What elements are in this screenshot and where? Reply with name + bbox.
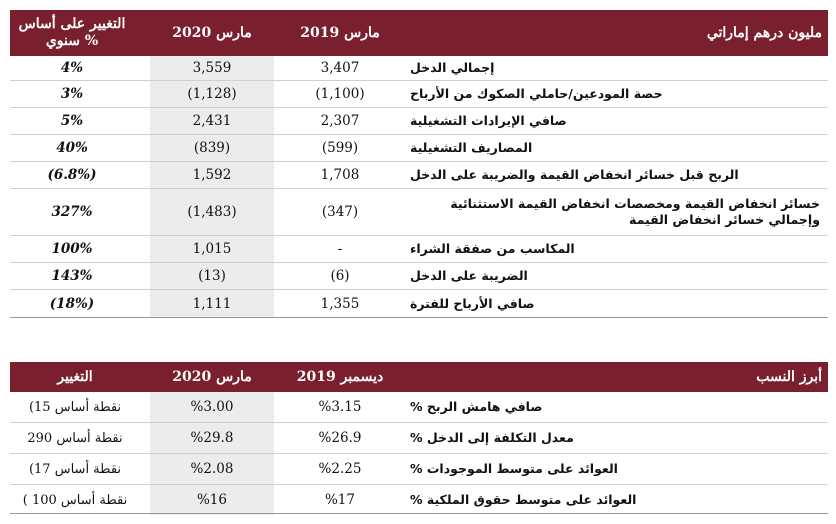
row-label: خسائر انخفاض القيمة ومخصصات انخفاض القيمة الاستثنائية وإجمالي خسائر انخفاض القيمة: [450, 196, 820, 227]
row-label: المصاريف التشغيلية: [410, 140, 533, 155]
march-2020-cell: %2.08: [190, 461, 234, 477]
december-2019-cell: %26.9: [318, 430, 362, 446]
march-2019-cell: (599): [321, 140, 359, 156]
march-2020-cell: 1,111: [192, 296, 232, 312]
row-label: معدل التكلفة إلى الدخل %: [410, 430, 574, 445]
header-december-2019: ديسمبر 2019: [296, 368, 384, 385]
header-march-2019: مارس 2019: [300, 24, 380, 41]
change-cell: (6.8%): [47, 167, 97, 183]
row-label: حصة المودعين/حاملي الصكوك من الأرباح: [410, 86, 663, 101]
table-row: [10, 485, 828, 515]
change-cell: ( 100 نقطة أساس: [22, 492, 128, 508]
table-row: [10, 56, 828, 81]
row-label: صافي الأرباح للفترة: [410, 296, 535, 311]
table-row: [10, 236, 828, 263]
march-2020-cell: 3,559: [192, 60, 232, 76]
row-label: صافي هامش الربح %: [410, 399, 543, 414]
march-2019-cell: (1,100): [315, 86, 365, 102]
row-label: إجمالي الدخل: [410, 60, 495, 75]
change-cell: 40%: [56, 140, 88, 156]
row-label: الضريبة على الدخل: [410, 268, 528, 283]
march-2020-cell: (13): [198, 268, 226, 284]
change-cell: 4%: [60, 60, 84, 76]
march-2020-cell: (1,483): [187, 204, 237, 220]
march-2019-cell: -: [337, 241, 343, 257]
march-2020-cell: %16: [196, 492, 227, 508]
table-header: [10, 10, 828, 56]
change-cell: 3%: [60, 86, 84, 102]
december-2019-cell: %17: [324, 492, 355, 508]
header-march-2020: مارس 2020: [172, 24, 252, 41]
table-row: [10, 423, 828, 454]
march-2020-cell: 2,431: [192, 113, 232, 129]
header-label: أبرز النسب: [756, 368, 822, 385]
table-row: [10, 108, 828, 135]
change-cell: (18%): [49, 296, 95, 312]
march-2020-cell: 1,015: [192, 241, 232, 257]
march-2019-cell: 2,307: [320, 113, 360, 129]
march-2019-cell: (347): [321, 204, 359, 220]
row-label: العوائد على متوسط حقوق الملكية %: [410, 492, 637, 507]
change-cell: 327%: [51, 204, 93, 220]
march-2020-cell: %3.00: [190, 399, 234, 415]
change-cell: (17 نقطة أساس: [28, 461, 122, 477]
row-label: العوائد على متوسط الموجودات %: [410, 461, 618, 476]
december-2019-cell: %2.25: [318, 461, 362, 477]
march-2020-cell: %29.8: [190, 430, 234, 446]
header-march-2020: مارس 2020: [172, 368, 252, 385]
table-bottom-rule: [10, 513, 828, 514]
row-label: الربح قبل خسائر انخفاض القيمة والضريبة على الدخل: [410, 167, 739, 182]
table-row: [10, 454, 828, 485]
march-2020-cell: (1,128): [187, 86, 237, 102]
financial-summary-table: [10, 10, 828, 318]
march-2020-cell: 1,592: [192, 167, 232, 183]
header-label: مليون درهم إماراتي: [706, 24, 822, 41]
march-2019-cell: 3,407: [320, 60, 360, 76]
header-change: التغيير على أساس سنوي %: [18, 16, 126, 49]
table-row: [10, 81, 828, 108]
table-row: [10, 392, 828, 423]
key-ratios-table: [10, 362, 828, 515]
march-2019-cell: (6): [330, 268, 350, 284]
table-row: [10, 189, 828, 236]
change-cell: 143%: [51, 268, 93, 284]
table-row: [10, 290, 828, 318]
table-row: [10, 135, 828, 162]
header-change: التغيير: [57, 368, 93, 385]
table-header: [10, 362, 828, 392]
march-2020-cell: (839): [193, 140, 231, 156]
march-2019-cell: 1,355: [320, 296, 360, 312]
change-cell: 290 نقطة أساس: [27, 430, 123, 446]
row-label: المكاسب من صفقة الشراء: [410, 241, 575, 256]
march-2019-cell: 1,708: [320, 167, 360, 183]
change-cell: 100%: [51, 241, 93, 257]
change-cell: (15 نقطة أساس: [28, 399, 122, 415]
table-bottom-rule: [10, 317, 828, 318]
table-row: [10, 162, 828, 189]
december-2019-cell: %3.15: [318, 399, 362, 415]
change-cell: 5%: [60, 113, 84, 129]
table-row: [10, 263, 828, 290]
row-label: صافي الإيرادات التشغيلية: [410, 113, 567, 128]
